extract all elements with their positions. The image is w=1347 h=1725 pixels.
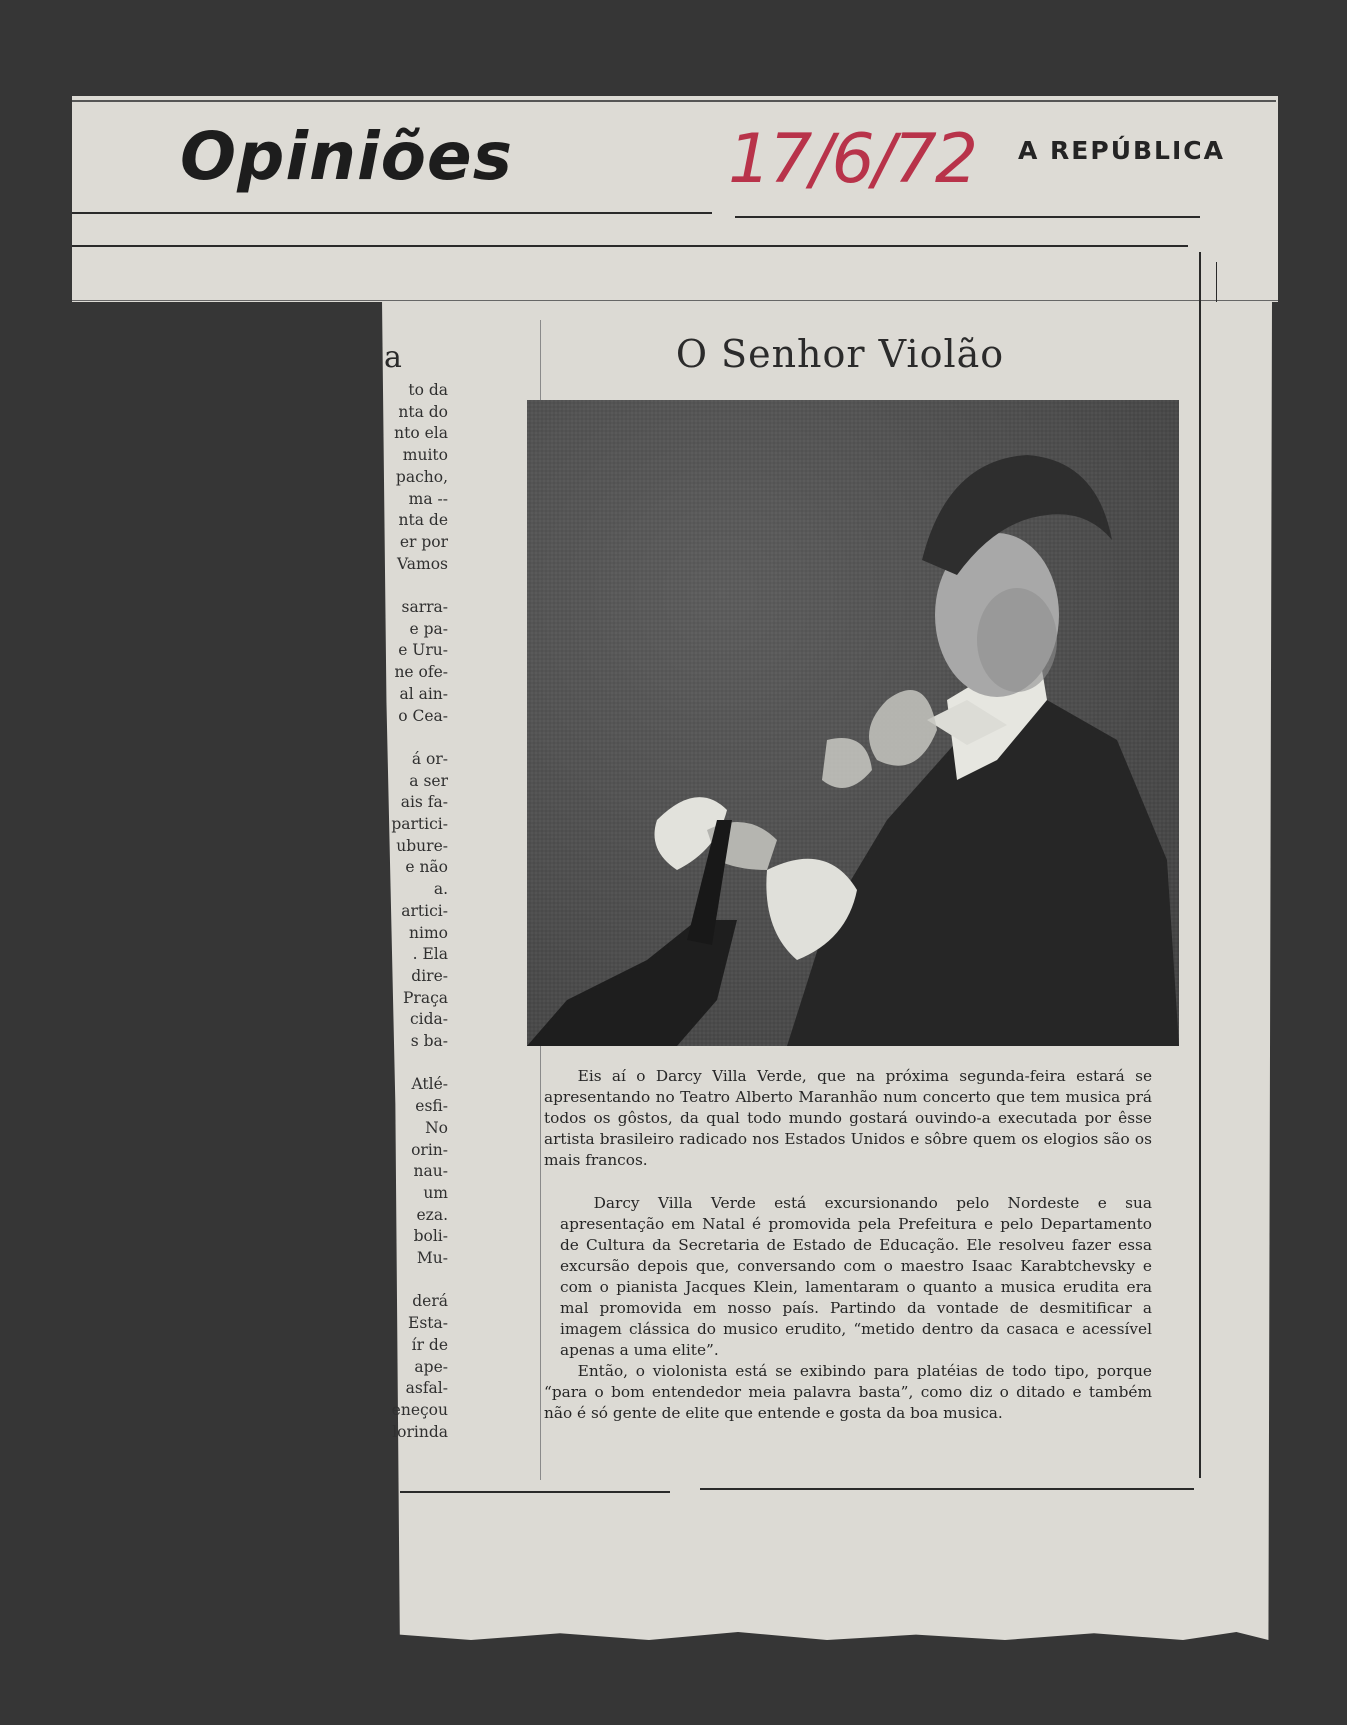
left-column-line: orin-: [411, 1140, 448, 1159]
header-rule-top: [72, 100, 1276, 102]
left-column-line: o Cea-: [398, 706, 448, 725]
left-column-line: Vamos: [397, 554, 448, 573]
left-column-line: al ain-: [399, 684, 448, 703]
guitarist-photo-illustration: [527, 400, 1179, 1046]
article-paragraph-2: Darcy Villa Verde está excursionando pelo Nordeste e sua apresentação em Natal é promovida pela Prefeitura e pelo Departamento de Cultura da Secretaria de Estado de Educação. Ele resolveu fazer essa excursão depois que, conversando com o maestro Isaac Karabtchevsky e com o pianista Jacques Klein, lamentaram o quanto a musica erudita era mal promovida em nosso país. Partindo da vontade de desmitificar a imagem clássica do musico erudito, “metido dentro da casaca e acessível apenas a uma elite”.: [560, 1194, 1152, 1359]
left-column-line: Esta-: [408, 1314, 448, 1333]
left-column-line: e não: [405, 858, 448, 877]
bottom-rule-2: [700, 1488, 1194, 1490]
header-rule-2: [735, 216, 1200, 218]
left-column-line: [382, 575, 448, 597]
left-column-line: boli-: [413, 1227, 448, 1246]
article-title: O Senhor Violão: [675, 332, 1005, 376]
left-column-line: eneçou: [391, 1400, 448, 1419]
left-column-lines: [382, 380, 448, 1443]
header-rule-4: [72, 300, 1278, 301]
left-column-line: to da: [408, 381, 448, 399]
left-column-line: ubure-: [396, 836, 448, 855]
publication-name: A REPÚBLICA: [1018, 136, 1225, 165]
left-column-line: asfal-: [405, 1379, 448, 1398]
left-column-line: er por: [399, 532, 448, 551]
left-column-line: e Uru-: [398, 641, 448, 660]
guitarist-photo: [527, 400, 1179, 1046]
left-column-line: a.: [433, 880, 448, 899]
left-column-fragments: [382, 380, 448, 1500]
left-column-line: artici-: [401, 901, 448, 920]
left-column-line: nimo: [409, 923, 448, 942]
left-column-line: Atlé-: [411, 1075, 448, 1094]
header-rule-1: [72, 212, 712, 214]
left-column-line: . Ela: [412, 945, 448, 964]
left-column-line: esfi-: [415, 1097, 448, 1116]
left-column-line: lorinda: [392, 1422, 448, 1441]
left-column-line: nto ela: [394, 424, 448, 443]
left-column-line: cida-: [409, 1010, 448, 1029]
left-column-heading-fragment: a: [384, 340, 402, 375]
left-column-line: ma --: [408, 489, 448, 508]
left-column-line: eza.: [416, 1205, 448, 1224]
left-column-line: um: [423, 1183, 448, 1202]
header-rule-3: [72, 245, 1188, 247]
left-column-line: [382, 1270, 448, 1292]
left-column-line: sarra-: [401, 598, 448, 617]
left-column-line: partici-: [391, 815, 448, 834]
handwritten-date: 17/6/72: [728, 120, 977, 199]
left-column-line: muito: [402, 446, 448, 465]
left-column-line: No: [425, 1118, 448, 1137]
left-column-line: nau-: [413, 1162, 448, 1181]
left-column-line: Mu-: [416, 1249, 448, 1268]
left-column-line: ais fa-: [400, 793, 448, 812]
left-column-line: nta do: [398, 402, 448, 421]
left-column-line: á or-: [411, 749, 448, 768]
left-column-line: pacho,: [395, 467, 448, 486]
left-column-line: ír de: [411, 1335, 448, 1354]
left-column-line: [382, 727, 448, 749]
left-column-line: ape-: [414, 1357, 448, 1376]
left-column-line: dire-: [411, 966, 448, 985]
left-column-line: derá: [412, 1292, 448, 1311]
left-column-line: e pa-: [409, 619, 448, 638]
left-column-line: ne ofe-: [394, 663, 448, 682]
column-rule-right: [1199, 252, 1201, 1478]
section-title: Opiniões: [180, 118, 513, 195]
article-paragraph-3: Então, o violonista está se exibindo para platéias de todo tipo, porque “para o bom entendedor meia palavra basta”, como diz o ditado e também não é só gente de elite que entende e gosta da boa musica.: [544, 1362, 1152, 1422]
left-column-line: nta de: [398, 511, 448, 530]
left-column-line: Praça: [402, 988, 448, 1007]
article-body: [544, 1066, 1152, 1424]
column-rule-far-right: [1216, 262, 1217, 302]
left-column-line: [382, 1053, 448, 1075]
left-column-line: s ba-: [410, 1032, 448, 1051]
left-column-line: a ser: [409, 771, 448, 790]
article-paragraph-1: Eis aí o Darcy Villa Verde, que na próxima segunda-feira estará se apresentando no Teatro Alberto Maranhão num concerto que tem musica prá todos os gôstos, da qual todo mundo gostará ouvindo-a executada por êsse artista brasileiro radicado nos Estados Unidos e sôbre quem os elogios são os mais francos.: [544, 1067, 1152, 1169]
